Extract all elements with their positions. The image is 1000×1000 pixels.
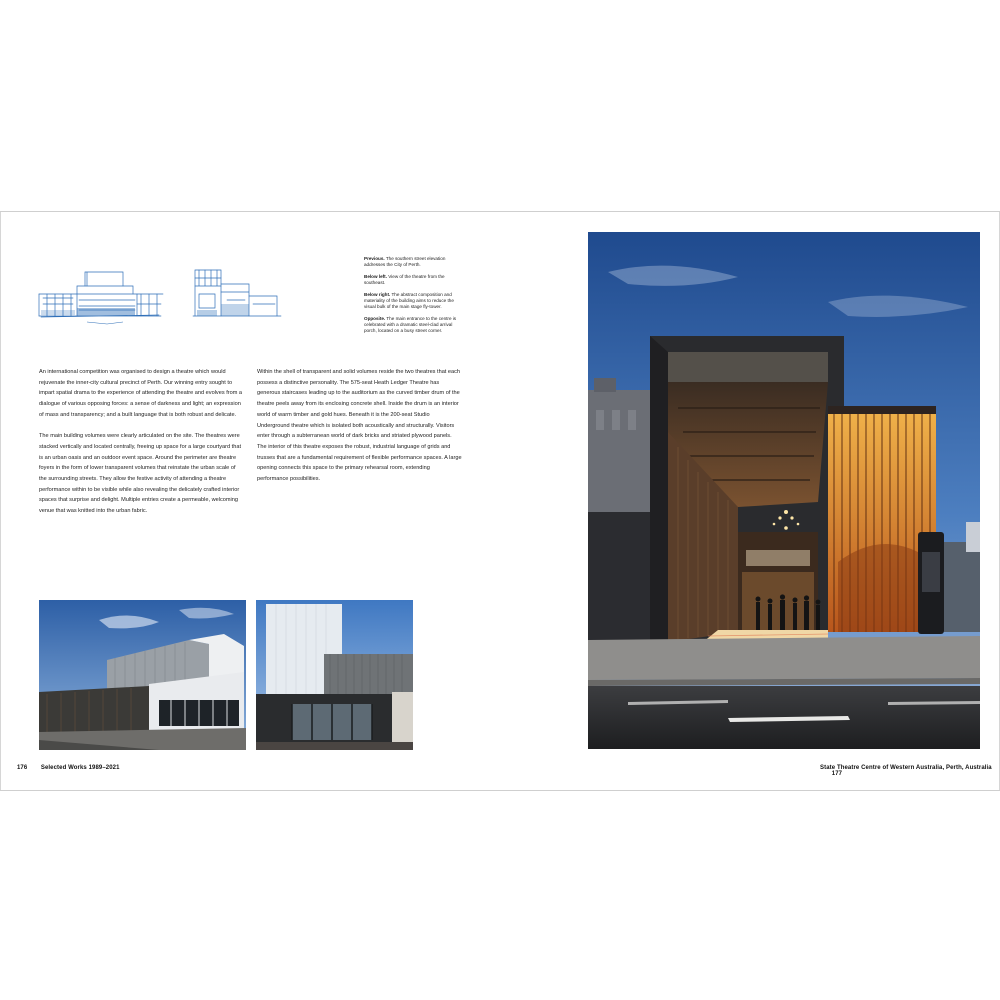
left-folio (17, 765, 120, 771)
body-text-column-1 (39, 367, 244, 528)
image-captions (364, 256, 464, 340)
page-number-left: 176 (17, 765, 28, 771)
right-page (500, 212, 1000, 790)
caption-previous: Previous. The southern street elevation addresses the City of Perth. (364, 256, 446, 267)
body-paragraph: Within the shell of transparent and solid volumes reside the two theatres that each possess a distinctive personality. The 575-seat Heath Ledger Theatre has generous staircases leading up to the auditorium as the curved timber drum of the theatre peels away from its enclosing concrete shell. Inside the drum is an interior world of warm timber and gold hues. Beneath it is the 200-seat Studio Underground theatre which is isolated both acoustically and structurally. Visitors enter through a subterranean world of dark bricks and striated plywood panels. The interior of this theatre exposes the robust, industrial language of grids and trusses that are a fundamental requirement of flexible performance spaces. A large opening connects this space to the primary rehearsal room, extending performance possibilities. (257, 369, 462, 483)
running-head-left: Selected Works 1989–2021 (40, 765, 120, 771)
sketch-elevation-south (37, 264, 165, 334)
running-head-right: State Theatre Centre of Western Australia, Perth, Australia (820, 765, 992, 771)
photo-main-entrance (588, 232, 980, 749)
caption-below-left: Below left. View of the theatre from the southeast. (364, 274, 445, 285)
caption-below-right: Below right. The abstract composition and materiality of the building aims to reduce the visual bulk of the main stage fly-tower. (364, 292, 454, 309)
page-number-right: 177 (831, 771, 843, 777)
body-paragraph: The main building volumes were clearly articulated on the site. The theatres were stacked vertically and located centrally, freeing up space for a large courtyard that is an urban oasis and an outdoor event space. Around the perimeter are theatre foyers in the form of lower transparent volumes that reinstate the urban scale of the surrounding streets. They allow the festive activity of attending a theatre performance within to be visible while also revealing the delicately crafted interior spaces that surprise and delight. Multiple entries create a permeable, welcoming venue that was knitted into the urban fabric. (39, 433, 242, 515)
body-paragraph: An international competition was organised to design a theatre which would rejuvenate the inner-city cultural precinct of Perth. Our winning entry sought to impart spatial drama to the experience of attending the theatre and evolves from a dialogue of various opposing forces: a sense of darkness and light; an expression of mass and transparency; and a built language that is both robust and delicate. (39, 369, 243, 418)
photo-theatre-southeast (39, 600, 246, 750)
body-text-column-2 (257, 367, 462, 495)
book-spread (0, 211, 1000, 791)
right-folio (820, 765, 999, 777)
left-page (0, 212, 500, 790)
sketch-elevation-east (191, 264, 283, 324)
photo-fly-tower (256, 600, 413, 750)
caption-opposite: Opposite. The main entrance to the centre is celebrated with a dramatic steel-clad arrival porch, located on a busy street corner. (364, 316, 457, 333)
